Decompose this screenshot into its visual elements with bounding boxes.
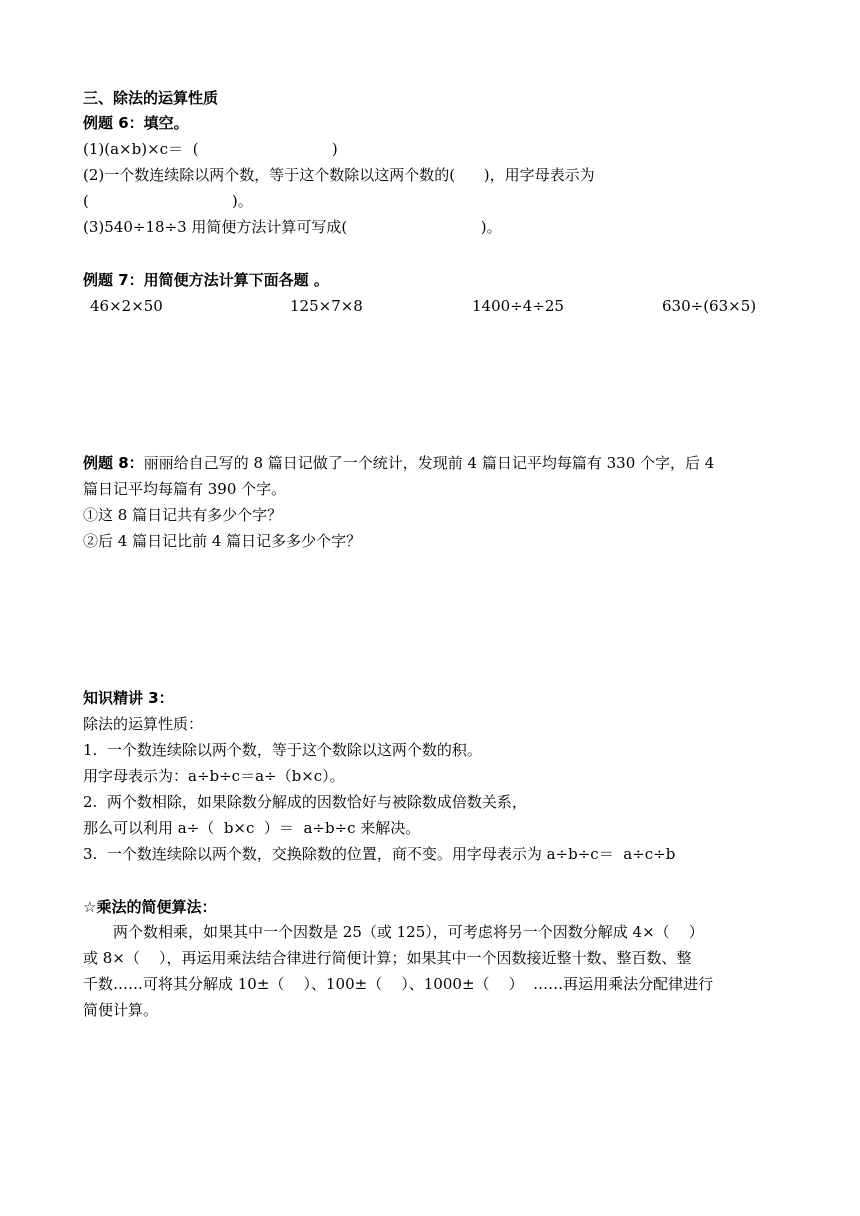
- multiplication-paragraph-line2: 或 8×（ ），再运用乘法结合律进行简便计算；如果其中一个因数接近整十数、整百数、整: [83, 949, 692, 967]
- multiplication-heading: ☆乘法的简便算法：: [83, 898, 217, 916]
- example6-line4: (3)540÷18÷3 用简便方法计算可写成( )。: [83, 218, 502, 236]
- example8-heading: 例题 8：: [83, 454, 144, 472]
- knowledge-subtitle: 除法的运算性质：: [83, 715, 204, 733]
- example8-question-2: ②后 4 篇日记比前 4 篇日记多多少个字？: [83, 532, 362, 550]
- example7-expression-1: 46×2×50: [90, 297, 163, 315]
- section-title: 三、除法的运算性质: [83, 89, 219, 107]
- example7-expression-4: 630÷(63×5): [662, 297, 757, 315]
- example6-line2: (2)一个数连续除以两个数，等于这个数除以这两个数的( )，用字母表示为: [83, 166, 595, 184]
- knowledge-heading: 知识精讲 3：: [83, 689, 174, 707]
- multiplication-paragraph-line1: 两个数相乘，如果其中一个因数是 25（或 125），可考虑将另一个因数分解成 4×（ ）: [83, 923, 704, 941]
- example8-question-1: ①这 8 篇日记共有多少个字？: [83, 506, 283, 524]
- knowledge-item-2: 2. 两个数相除，如果除数分解成的因数恰好与被除数成倍数关系，: [83, 793, 527, 811]
- example6-line3: ( )。: [83, 192, 253, 210]
- knowledge-item-1b: 用字母表示为：a÷b÷c＝a÷（b×c）。: [83, 767, 345, 785]
- example8-text-line1: 丽丽给自己写的 8 篇日记做了一个统计，发现前 4 篇日记平均每篇有 330 个字，后 4: [143, 454, 715, 472]
- example7-expression-2: 125×7×8: [290, 297, 363, 315]
- example6-heading: 例题 6：填空。: [83, 114, 189, 132]
- knowledge-item-3: 3. 一个数连续除以两个数，交换除数的位置，商不变。用字母表示为 a÷b÷c＝ a÷c÷b: [83, 845, 676, 863]
- example8-text-line2: 篇日记平均每篇有 390 个字。: [83, 480, 287, 498]
- example6-line1: (1)(a×b)×c＝ ( ): [83, 140, 338, 158]
- multiplication-paragraph-line3: 千数……可将其分解成 10±（ ）、100±（ ）、1000±（ ） ……再运用乘法分配律进行: [83, 975, 714, 993]
- multiplication-paragraph-line4: 简便计算。: [83, 1001, 159, 1019]
- example7-heading: 例题 7：用简便方法计算下面各题 。: [83, 271, 329, 289]
- knowledge-item-1: 1. 一个数连续除以两个数，等于这个数除以这两个数的积。: [83, 741, 482, 759]
- example7-expression-3: 1400÷4÷25: [472, 297, 564, 315]
- example8-line1: [83, 453, 714, 473]
- knowledge-item-2b: 那么可以利用 a÷（ b×c ）＝ a÷b÷c 来解决。: [83, 819, 421, 837]
